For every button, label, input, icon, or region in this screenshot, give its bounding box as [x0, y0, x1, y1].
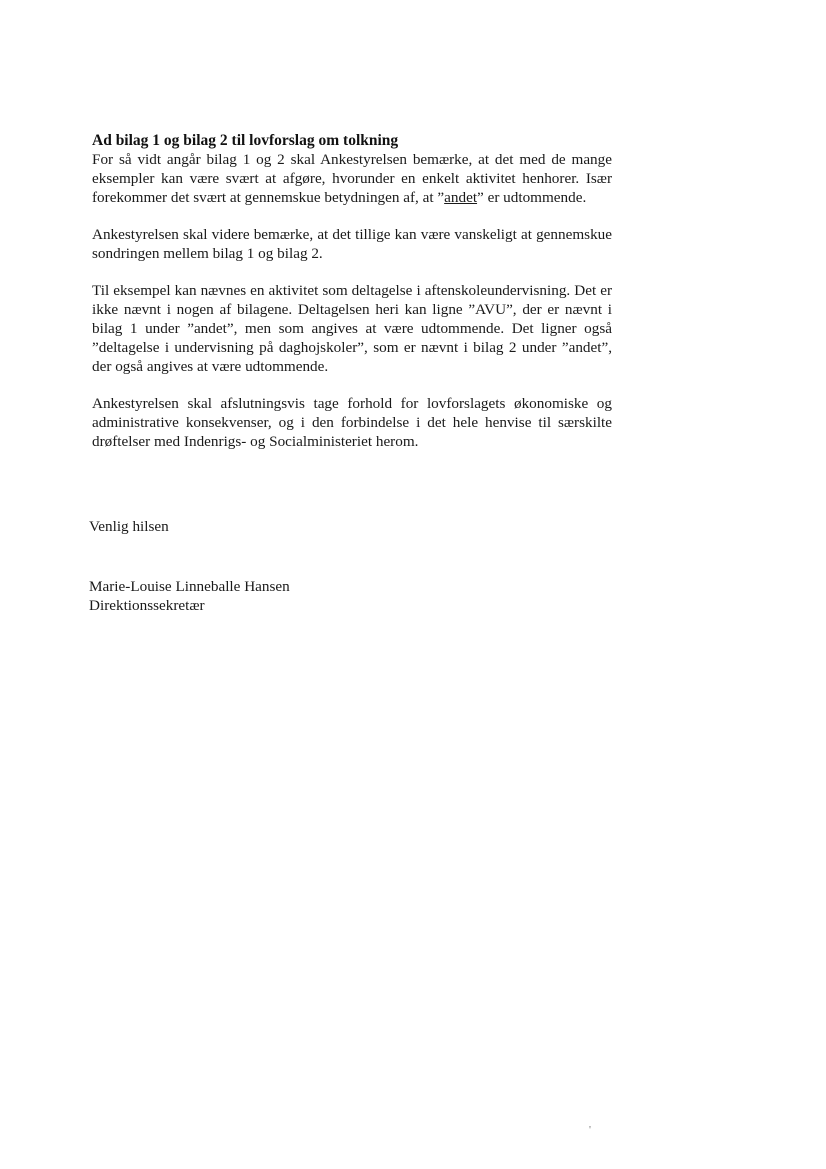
section-heading: Ad bilag 1 og bilag 2 til lovforslag om tolkning — [92, 132, 399, 149]
paragraph-3: Til eksempel kan nævnes en aktivitet som deltagelse i aftenskoleundervisning. Det er ikke nævnt i nogen af bilagene. Deltagelsen heri kan ligne ”AVU”, der er nævnt i bilag 1 under ”andet”, men som angives at være udtommende. Det ligner også ”deltagelse i undervisning på daghojskoler”, som er nævnt i bilag 2 under ”andet”, der også angives at være udtommende. — [92, 282, 612, 375]
signature-block — [89, 577, 290, 615]
page-mark: ' — [589, 1124, 591, 1136]
paragraph-4: Ankestyrelsen skal afslutningsvis tage forhold for lovforslagets økonomiske og administrative konsekvenser, og i den forbindelse i det hele henvise til særskilte drøftelser med Indenrigs- og Socialministeriet herom. — [92, 395, 612, 450]
closing-greeting: Venlig hilsen — [89, 518, 169, 535]
paragraph-1-end: ” er udtommende. — [477, 189, 587, 206]
paragraph-1 — [92, 150, 612, 207]
paragraph-1-text: For så vidt angår bilag 1 og 2 skal Ankestyrelsen bemærke, at det med de mange eksempler kan være svært at afgøre, hvorunder en enkelt aktivitet henhorer. Især forekommer det svært at gennemskue betydningen af, at ” — [92, 151, 612, 206]
signer-name: Marie-Louise Linneballe Hansen — [89, 578, 290, 595]
underlined-term: andet — [444, 189, 478, 206]
paragraph-2: Ankestyrelsen skal videre bemærke, at det tillige kan være vanskeligt at gennemskue sondringen mellem bilag 1 og bilag 2. — [92, 226, 612, 262]
signer-title: Direktionssekretær — [89, 597, 205, 614]
document-body — [92, 131, 612, 451]
